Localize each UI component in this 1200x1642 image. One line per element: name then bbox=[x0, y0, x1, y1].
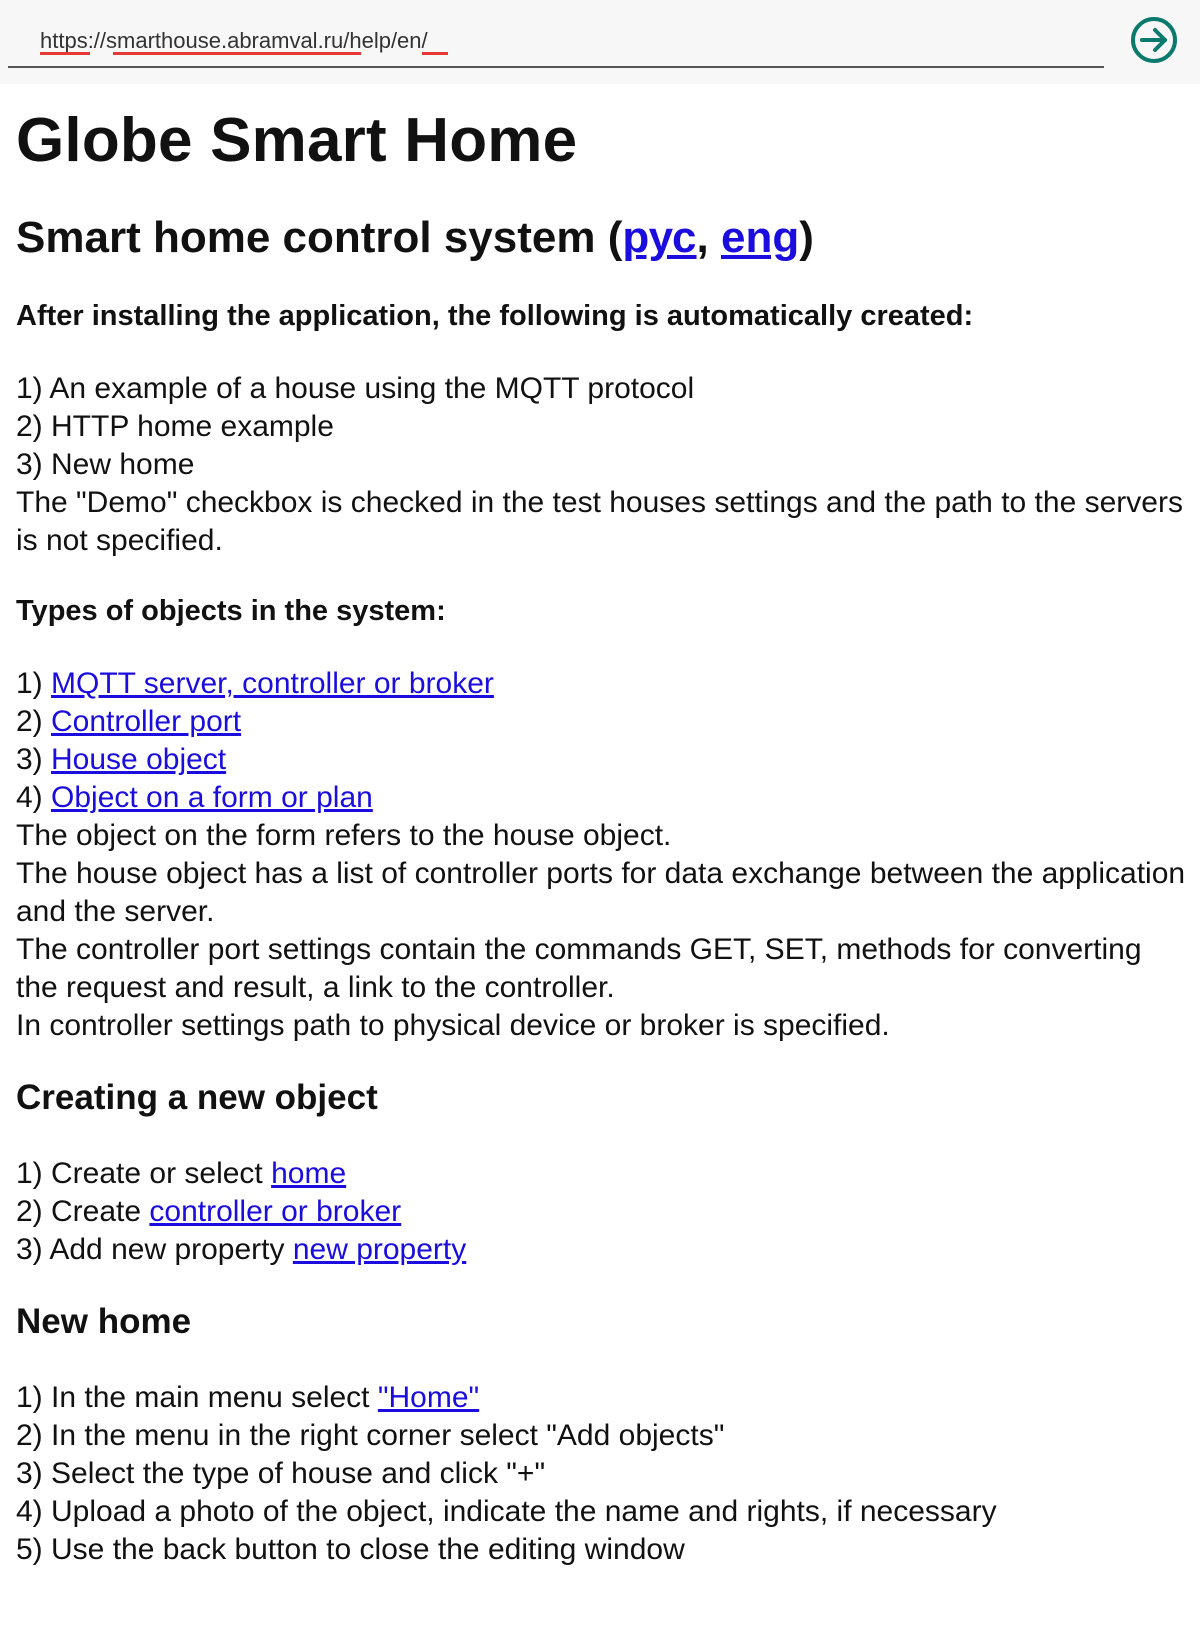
link-controller-or-broker[interactable]: controller or broker bbox=[149, 1194, 402, 1228]
language-link-ru[interactable]: рус bbox=[622, 213, 697, 263]
link-house-object[interactable]: House object bbox=[51, 742, 227, 776]
list-item: 3) Add new property new property bbox=[16, 1232, 467, 1266]
new-object-list bbox=[16, 1155, 1186, 1269]
list-item: 1) In the main menu select "Home" bbox=[16, 1380, 480, 1414]
paragraph: The controller port settings contain the commands GET, SET, methods for converting the request and result, a link to the controller. bbox=[16, 932, 1142, 1004]
go-button[interactable] bbox=[1130, 16, 1178, 64]
list-item: 3) Select the type of house and click "+" bbox=[16, 1456, 546, 1490]
arrow-right-circle-icon bbox=[1130, 16, 1178, 64]
list-item: 2) HTTP home example bbox=[16, 409, 334, 443]
install-list bbox=[16, 370, 1186, 560]
link-controller-port[interactable]: Controller port bbox=[51, 704, 242, 738]
install-heading: After installing the application, the following is automatically created: bbox=[16, 300, 974, 333]
list-item: 4) Object on a form or plan bbox=[16, 780, 373, 814]
list-item: 1) MQTT server, controller or broker bbox=[16, 666, 494, 700]
link-object-on-form[interactable]: Object on a form or plan bbox=[51, 780, 373, 814]
list-item: 2) Create controller or broker bbox=[16, 1194, 402, 1228]
paragraph: In controller settings path to physical device or broker is specified. bbox=[16, 1008, 890, 1042]
link-mqtt-server[interactable]: MQTT server, controller or broker bbox=[51, 666, 494, 700]
list-item: 2) In the menu in the right corner select "Add objects" bbox=[16, 1418, 725, 1452]
link-new-property[interactable]: new property bbox=[292, 1232, 467, 1266]
paragraph: The object on the form refers to the house object. bbox=[16, 818, 672, 852]
language-link-en[interactable]: eng bbox=[720, 213, 800, 263]
url-input[interactable] bbox=[8, 16, 1104, 68]
link-home[interactable]: home bbox=[271, 1156, 347, 1190]
subtitle-text: Smart home control system ( bbox=[16, 213, 623, 263]
paragraph: The house object has a list of controller ports for data exchange between the application and the server. bbox=[16, 856, 1186, 928]
page-title: Globe Smart Home bbox=[16, 106, 578, 175]
new-object-heading: Creating a new object bbox=[16, 1077, 378, 1117]
page-subtitle bbox=[16, 212, 1186, 265]
new-home-list bbox=[16, 1379, 1186, 1569]
spellcheck-underline bbox=[40, 52, 90, 55]
list-item: 2) Controller port bbox=[16, 704, 242, 738]
types-list bbox=[16, 665, 1186, 1045]
list-item: 3) New home bbox=[16, 447, 195, 481]
list-item: 4) Upload a photo of the object, indicate the name and rights, if necessary bbox=[16, 1494, 997, 1528]
list-item: 1) An example of a house using the MQTT protocol bbox=[16, 371, 695, 405]
types-heading: Types of objects in the system: bbox=[16, 594, 446, 627]
spellcheck-underline bbox=[113, 52, 361, 55]
subtitle-suffix: ) bbox=[799, 213, 814, 263]
subtitle-separator: , bbox=[696, 213, 721, 263]
address-bar bbox=[0, 0, 1200, 84]
list-item: 3) House object bbox=[16, 742, 227, 776]
list-item: 1) Create or select home bbox=[16, 1156, 347, 1190]
list-item: 5) Use the back button to close the editing window bbox=[16, 1532, 685, 1566]
link-home-menu[interactable]: "Home" bbox=[377, 1380, 480, 1414]
page-content bbox=[16, 90, 1186, 1569]
demo-note: The "Demo" checkbox is checked in the test houses settings and the path to the servers is not specified. bbox=[16, 485, 1183, 557]
new-home-heading: New home bbox=[16, 1301, 192, 1341]
spellcheck-underline bbox=[422, 52, 448, 55]
